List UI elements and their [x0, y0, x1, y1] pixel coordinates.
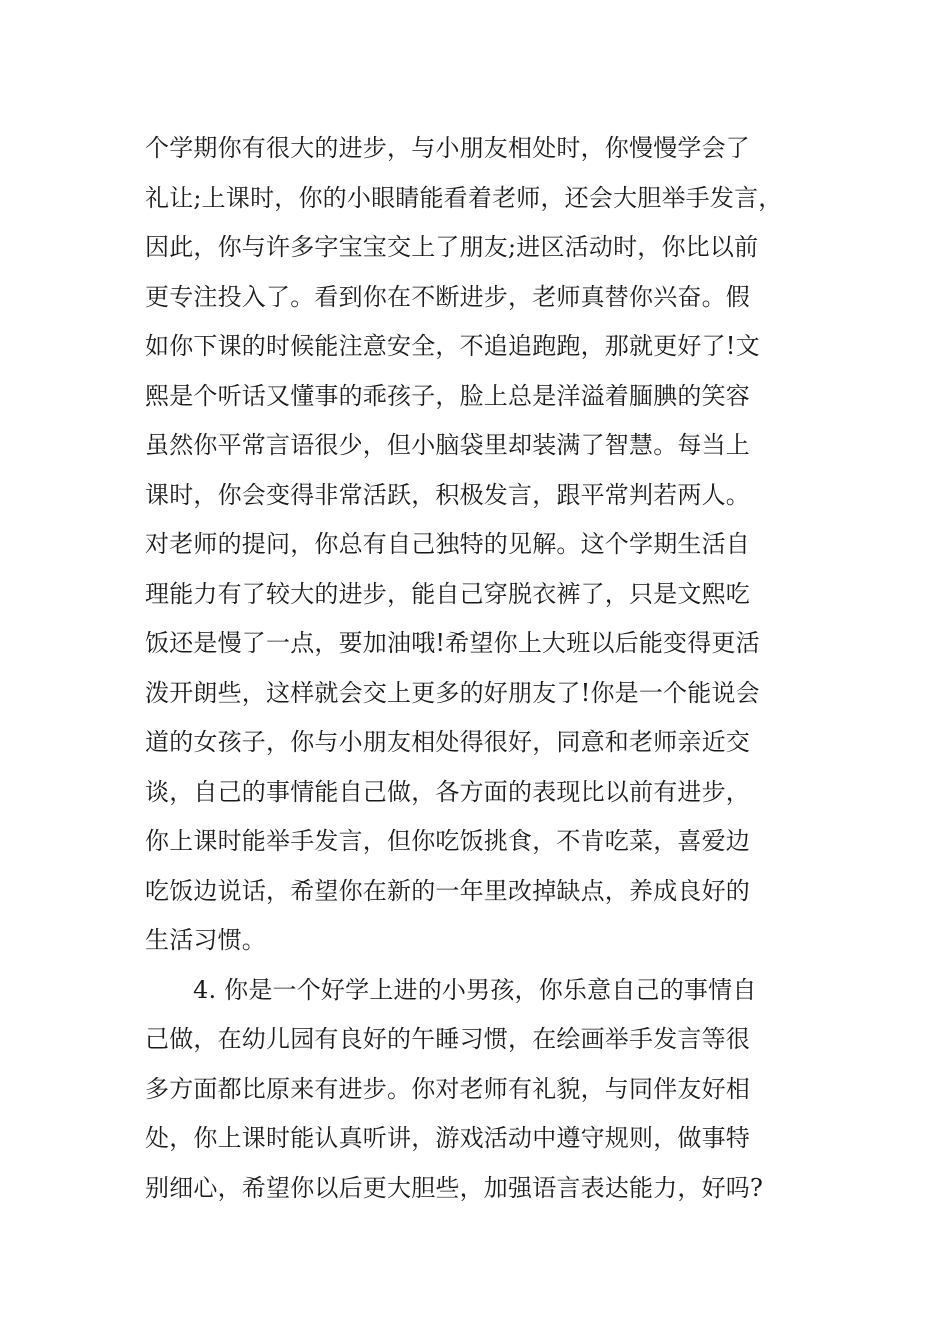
- text-line: 己做，在幼儿园有良好的午睡习惯，在绘画举手发言等很: [145, 1025, 750, 1053]
- text-line: 如你下课的时候能注意安全，不追追跑跑，那就更好了!文: [145, 332, 760, 360]
- body-text: [145, 124, 810, 1213]
- text-line: 吃饭边说话，希望你在新的一年里改掉缺点，养成良好的: [145, 876, 750, 905]
- text-line: 个学期你有很大的进步，与小朋友相处时，你慢慢学会了: [145, 134, 750, 162]
- text-line: 谈，自己的事情能自己做，各方面的表现比以前有进步，: [145, 777, 750, 806]
- text-line: 别细心，希望你以后更大胆些，加强语言表达能力，好吗?: [145, 1173, 764, 1202]
- text-line: 处，你上课时能认真听讲，游戏活动中遵守规则，做事特: [145, 1124, 750, 1152]
- text-line: 道的女孩子，你与小朋友相处得很好，同意和老师亲近交: [145, 728, 750, 756]
- text-line: 你上课时能举手发言，但你吃饭挑食，不肯吃菜，喜爱边: [145, 827, 750, 855]
- text-line: 更专注投入了。看到你在不断进步，老师真替你兴奋。假: [145, 282, 750, 311]
- text-line: 虽然你平常言语很少，但小脑袋里却装满了智慧。每当上: [145, 431, 750, 459]
- text-line: 礼让;上课时，你的小眼睛能看着老师，还会大胆举手发言，: [145, 183, 783, 212]
- text-line: 课时，你会变得非常活跃，积极发言，跟平常判若两人。: [145, 480, 750, 509]
- text-line: 生活习惯。: [145, 926, 266, 954]
- text-line: 因此，你与许多字宝宝交上了朋友;进区活动时，你比以前: [145, 233, 759, 261]
- text-line: 对老师的提问，你总有自己独特的见解。这个学期生活自: [145, 530, 750, 558]
- text-line: 泼开朗些，这样就会交上更多的好朋友了!你是一个能说会: [145, 678, 760, 707]
- text-line: 多方面都比原来有进步。你对老师有礼貌，与同伴友好相: [145, 1074, 750, 1103]
- text-line: 熙是个听话又懂事的乖孩子，脸上总是洋溢着腼腆的笑容: [145, 381, 750, 410]
- text-line: 理能力有了较大的进步，能自己穿脱衣裤了，只是文熙吃: [145, 579, 750, 608]
- text-line: 饭还是慢了一点，要加油哦!希望你上大班以后能变得更活: [145, 629, 760, 657]
- paragraph-start-line: 4. 你是一个好学上进的小男孩，你乐意自己的事情自: [193, 975, 757, 1004]
